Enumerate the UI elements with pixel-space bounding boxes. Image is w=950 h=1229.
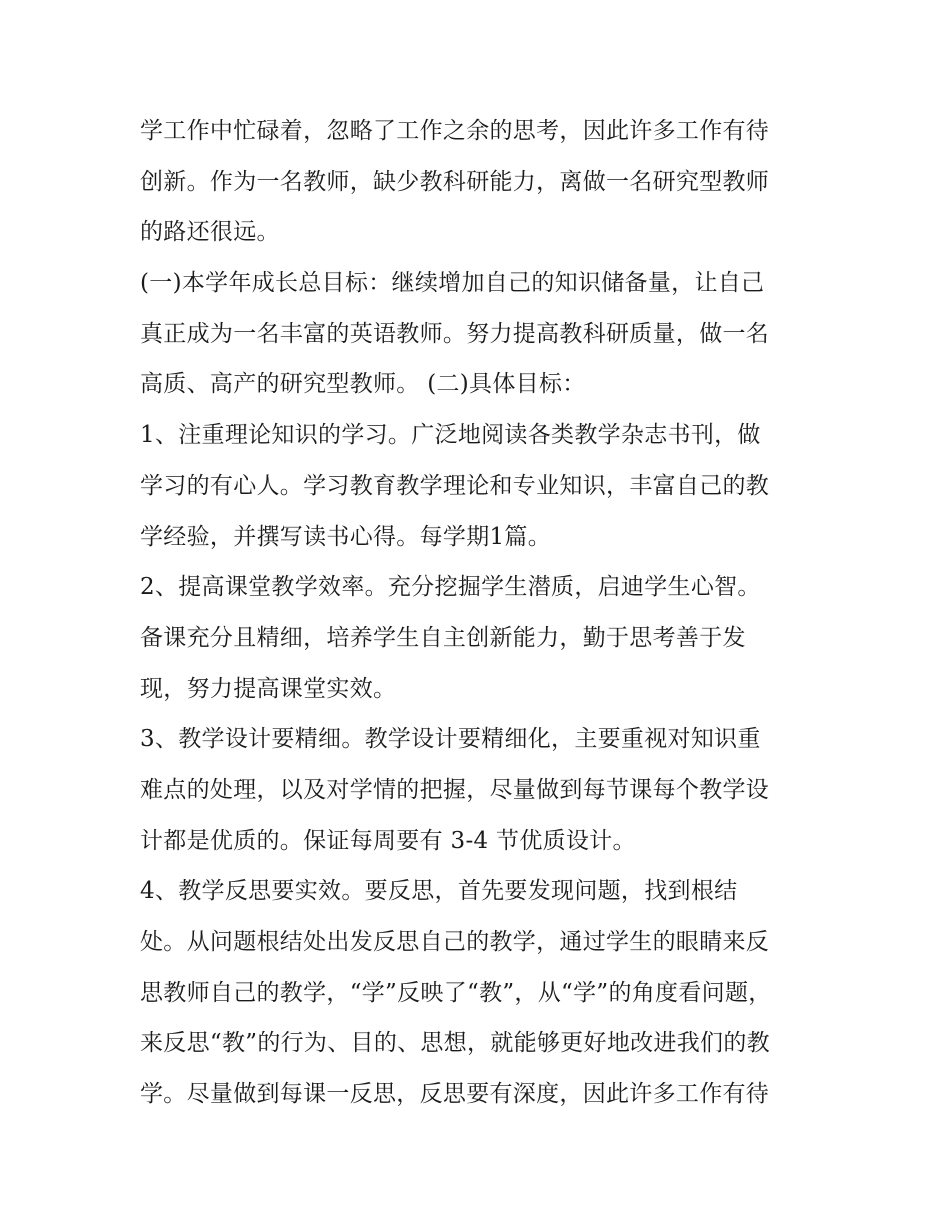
text-line: 创新。作为一名教师，缺少教科研能力，离做一名研究型教师 bbox=[140, 168, 770, 195]
text-line: 思教师自己的教学，“学”反映了“教”，从“学”的角度看问题， bbox=[140, 979, 772, 1006]
text-line: 难点的处理，以及对学情的把握，尽量做到每节课每个教学设 bbox=[140, 776, 770, 803]
text-line: 真正成为一名丰富的英语教师。努力提高教科研质量，做一名 bbox=[140, 320, 770, 347]
text-line: 2、提高课堂教学效率。充分挖掘学生潜质，启迪学生心智。 bbox=[140, 574, 761, 601]
text-line: 计都是优质的。保证每周要有 3-4 节优质设计。 bbox=[140, 827, 636, 854]
document-body bbox=[140, 106, 830, 1120]
text-line: 来反思“教”的行为、目的、思想，就能够更好地改进我们的教 bbox=[140, 1030, 770, 1057]
text-line: 1、注重理论知识的学习。广泛地阅读各类教学杂志书刊，做 bbox=[140, 422, 761, 449]
text-line: 高质、高产的研究型教师。 (二)具体目标： bbox=[140, 371, 586, 398]
text-line: 备课充分且精细，培养学生自主创新能力，勤于思考善于发 bbox=[140, 624, 746, 651]
text-line: 学经验，并撰写读书心得。每学期1篇。 bbox=[140, 523, 552, 550]
text-line: 处。从问题根结处出发反思自己的教学，通过学生的眼睛来反 bbox=[140, 929, 770, 955]
text-line: 学。尽量做到每课一反思，反思要有深度，因此许多工作有待 bbox=[140, 1081, 770, 1108]
text-line: 学习的有心人。学习教育教学理论和专业知识，丰富自己的教 bbox=[140, 472, 770, 499]
text-line: 的路还很远。 bbox=[140, 219, 280, 246]
text-line: 现，努力提高课堂实效。 bbox=[140, 675, 397, 702]
text-line: 4、教学反思要实效。要反思，首先要发现问题，找到根结 bbox=[140, 878, 738, 905]
text-line: 3、教学设计要精细。教学设计要精细化，主要重视对知识重 bbox=[140, 726, 761, 753]
text-line: 学工作中忙碌着，忽略了工作之余的思考，因此许多工作有待 bbox=[140, 118, 770, 144]
text-line: (一)本学年成长总目标：继续增加自己的知识储备量，让自己 bbox=[140, 270, 765, 297]
